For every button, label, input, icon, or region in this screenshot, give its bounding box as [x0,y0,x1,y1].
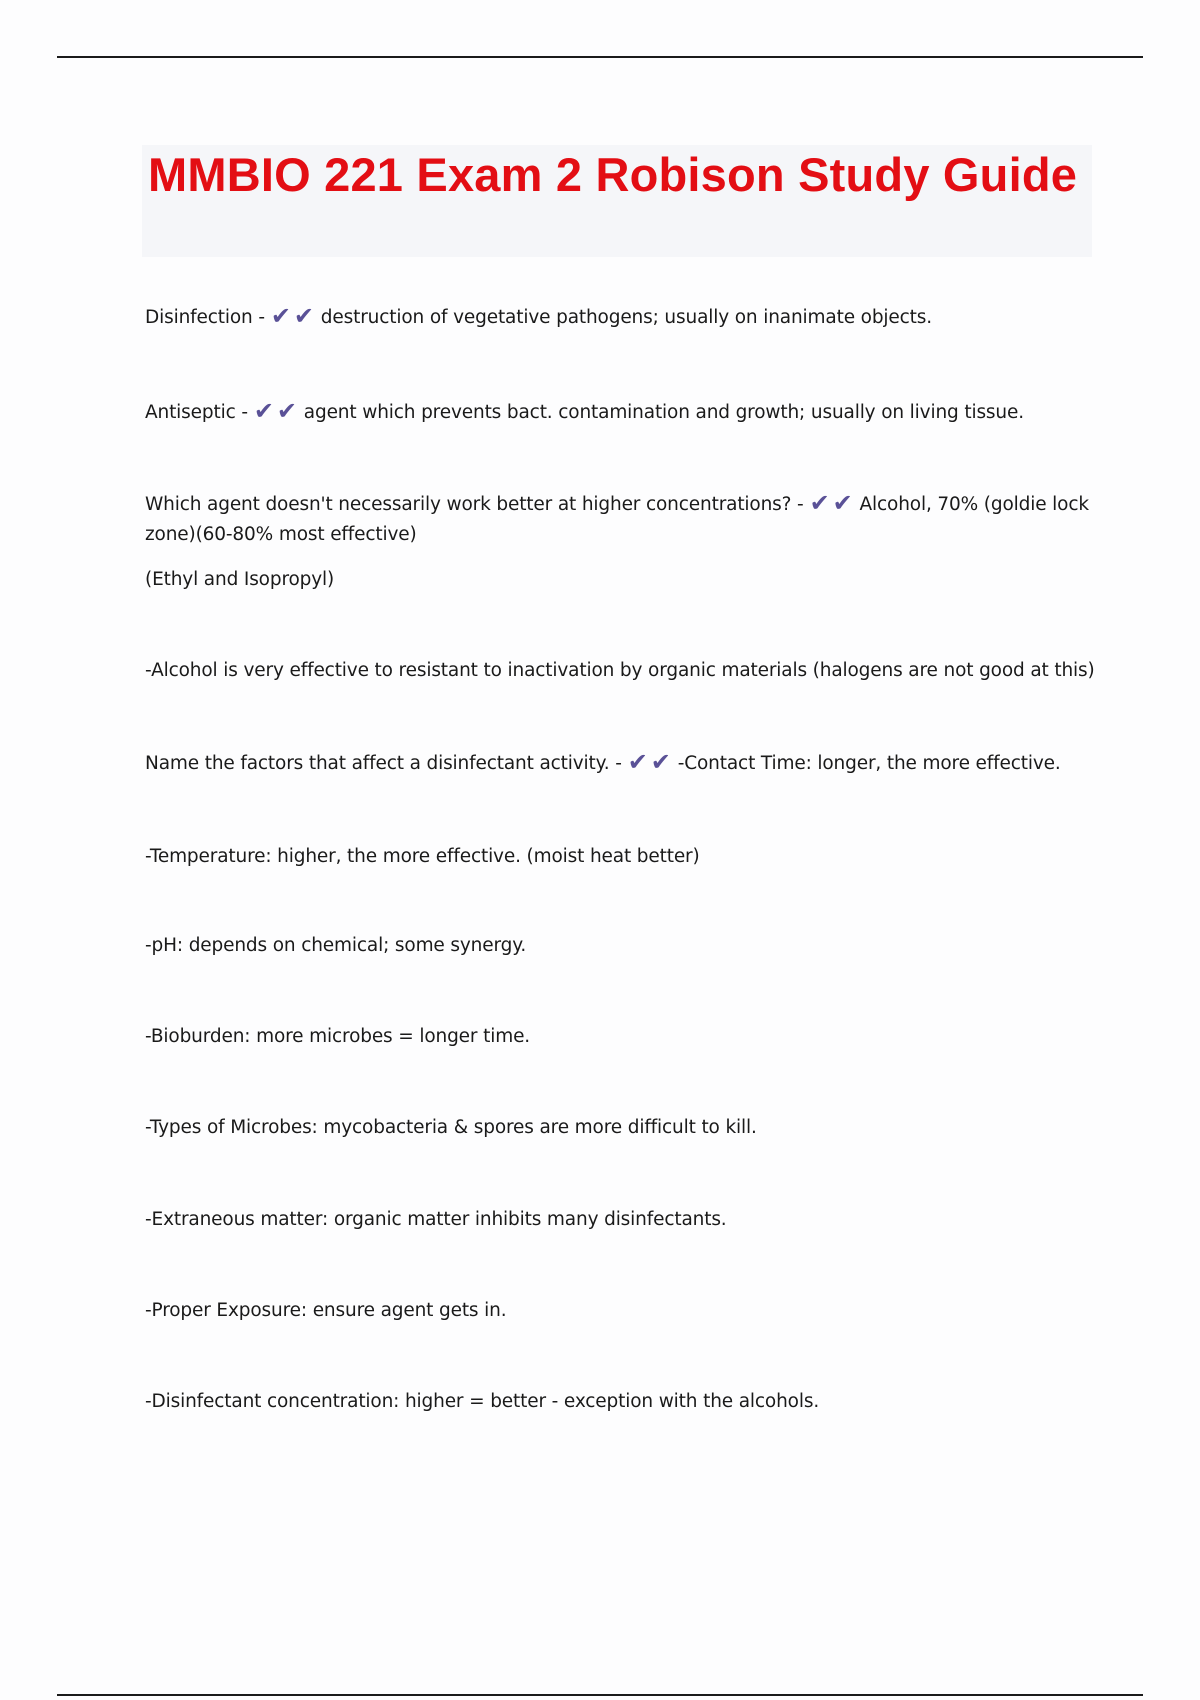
double-check-marks [271,303,317,333]
qa-answer: -Contact Time: longer, the more effective. [677,753,1061,774]
bottom-rule [57,1694,1143,1696]
double-check-marks [254,398,300,428]
factor-item: -Bioburden: more microbes = longer time. [145,1026,531,1047]
factor-item: -Temperature: higher, the more effective. (moist heat better) [145,846,700,867]
factor-item: -Types of Microbes: mycobacteria & spores are more difficult to kill. [145,1117,757,1138]
title-banner [142,145,1092,257]
qa-item-antiseptic [145,398,1095,428]
qa-term: Which agent doesn't necessarily work better at higher concentrations? - [145,494,804,515]
check-icon: ✔ [253,397,274,425]
alcohol-types: (Ethyl and Isopropyl) [145,569,335,590]
alcohol-note: -Alcohol is very effective to resistant to inactivation by organic materials (halogens are not good at this) [145,660,1095,681]
qa-item-disinfection [145,303,1095,333]
qa-answer: agent which prevents bact. contamination and growth; usually on living tissue. [303,402,1024,423]
qa-answer: Alcohol, 70% (goldie lock zone)(60-80% most effective) [145,494,1089,545]
double-check-marks [628,749,674,779]
factor-item: -pH: depends on chemical; some synergy. [145,935,527,956]
factor-item: -Extraneous matter: organic matter inhibits many disinfectants. [145,1209,727,1230]
double-check-marks [810,490,856,520]
top-rule [57,56,1143,58]
qa-term: Antiseptic - [145,402,248,423]
check-icon: ✔ [832,489,853,517]
qa-item-alcohol [145,490,1095,550]
qa-term: Name the factors that affect a disinfectant activity. - [145,753,622,774]
check-icon: ✔ [627,748,648,776]
factor-item: -Proper Exposure: ensure agent gets in. [145,1300,507,1321]
qa-term: Disinfection - [145,307,265,328]
factor-item: -Disinfectant concentration: higher = better - exception with the alcohols. [145,1391,820,1412]
check-icon: ✔ [276,397,297,425]
check-icon: ✔ [809,489,830,517]
check-icon: ✔ [293,302,314,330]
check-icon: ✔ [650,748,671,776]
qa-answer: destruction of vegetative pathogens; usually on inanimate objects. [320,307,933,328]
qa-item-factors [145,749,1095,779]
check-icon: ✔ [270,302,291,330]
document-title: MMBIO 221 Exam 2 Robison Study Guide [148,148,1078,201]
